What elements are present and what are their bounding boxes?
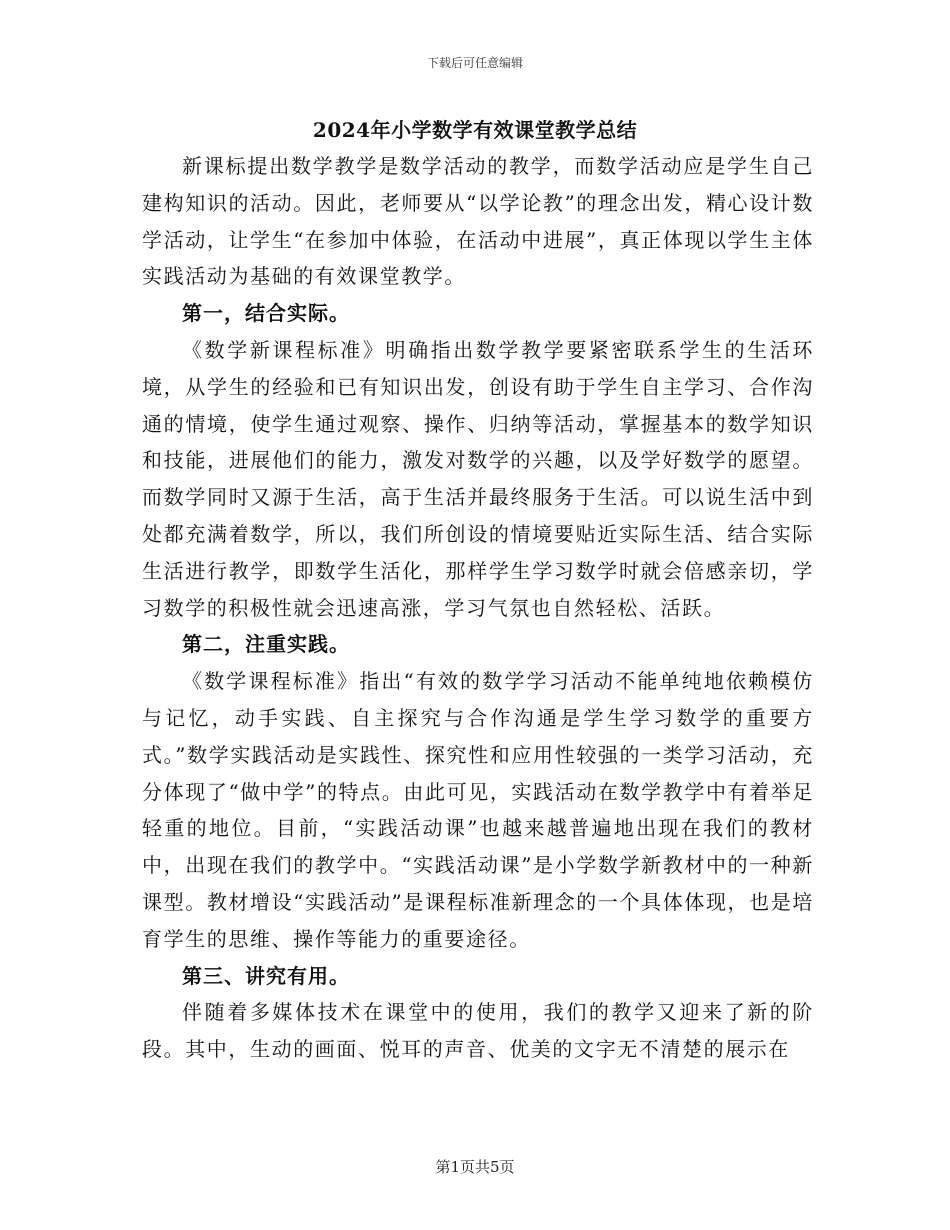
page-number: 第1页共5页 (435, 1158, 515, 1176)
section-heading-3: 第三、讲究有用。 (182, 963, 350, 988)
section-1-paragraph: 《数学新课程标准》明确指出数学教学要紧密联系学生的生活环境，从学生的经验和已有知识出发，创设有助于学生自主学习、合作沟通的情境，使学生通过观察、操作、归纳等活动，掌握基本的数学知识和技能，进展他们的能力，激发对数学的兴趣，以及学好数学的愿望。而数学同时又源于生活，高于生活并最终服务于生活。可以说生活中到处都充满着数学，所以，我们所创设的情境要贴近实际生活、结合实际生活进行教学，即数学生活化，那样学生学习数学时就会倍感亲切，学习数学的积极性就会迅速高涨，学习气氛也自然轻松、活跃。 (142, 337, 814, 620)
section-2-paragraph: 《数学课程标准》指出“有效的数学学习活动不能单纯地依赖模仿与记忆，动手实践、自主探究与合作沟通是学生学习数学的重要方式。”数学实践活动是实践性、探究性和应用性较强的一类学习活动，充分体现了“做中学”的特点。由此可见，实践活动在数学教学中有着举足轻重的地位。目前，“实践活动课”也越来越普遍地出现在我们的教材中，出现在我们的教学中。“实践活动课”是小学数学新教材中的一种新课型。教材增设“实践活动”是课程标准新理念的一个具体体现，也是培育学生的思维、操作等能力的重要途径。 (142, 669, 814, 951)
document-title: 2024年小学数学有效课堂教学总结 (312, 118, 638, 142)
intro-paragraph: 新课标提出数学教学是数学活动的教学，而数学活动应是学生自己建构知识的活动。因此，老师要从“以学论教”的理念出发，精心设计数学活动，让学生“在参加中体验，在活动中进展”，真正体现以学生主体实践活动为基础的有效课堂教学。 (142, 154, 814, 289)
section-heading-2: 第二，注重实践。 (182, 632, 350, 657)
section-heading-1: 第一，结合实际。 (182, 301, 350, 326)
header-note: 下载后可任意编辑 (426, 56, 523, 70)
document-body (142, 148, 814, 1068)
section-3-paragraph: 伴随着多媒体技术在课堂中的使用，我们的教学又迎来了新的阶段。其中，生动的画面、悦耳的声音、优美的文字无不清楚的展示在 (142, 1000, 814, 1062)
